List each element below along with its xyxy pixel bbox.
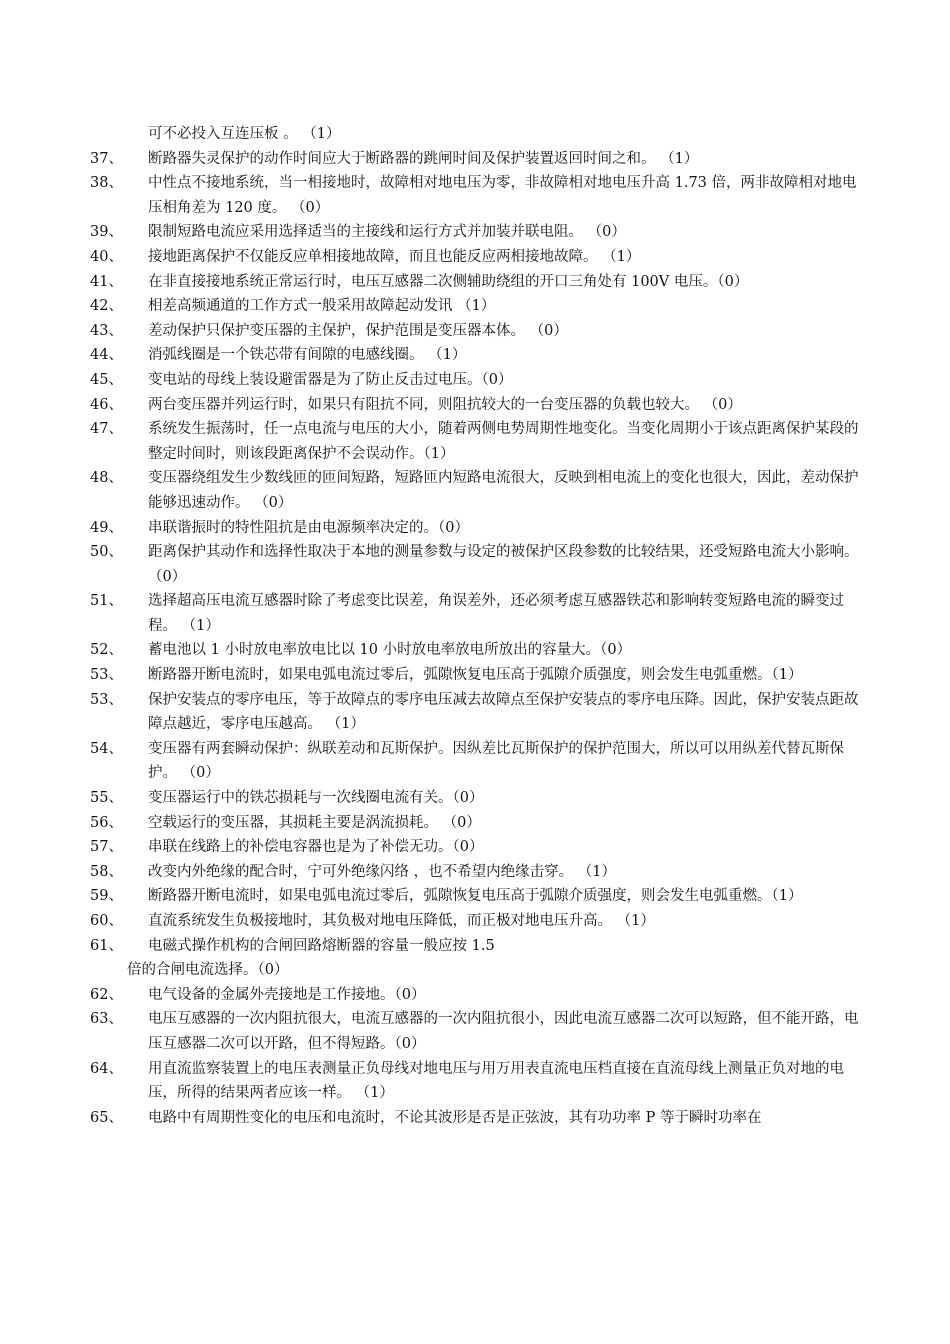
list-item [0, 638, 868, 663]
item-number: 43、 [90, 322, 123, 339]
list-item [0, 737, 868, 786]
list-item [0, 811, 868, 836]
list-item [0, 589, 868, 638]
list-item [0, 909, 868, 934]
item-text: 变压器运行中的铁芯损耗与一次线圈电流有关。（0） [148, 790, 484, 807]
item-number: 42、 [90, 298, 123, 315]
list-item [0, 540, 868, 589]
list-item-continuation [0, 958, 847, 983]
item-text: 串联在线路上的补偿电容器也是为了补偿无功。（0） [148, 839, 484, 856]
list-item [0, 934, 868, 959]
list-item [0, 835, 868, 860]
item-number: 60、 [90, 913, 123, 929]
item-text: 接地距离保护不仅能反应单相接地故障，而且也能反应两相接地故障。 （1） [148, 248, 641, 265]
item-number: 51、 [90, 593, 123, 610]
item-text: 电磁式操作机构的合闸回路熔断器的容量一般应按 1.5 [148, 937, 495, 954]
list-item [0, 516, 868, 541]
item-number: 65、 [90, 1109, 123, 1126]
list-item [0, 147, 868, 172]
list-item [0, 417, 868, 466]
item-number: 49、 [90, 519, 123, 536]
item-text: 距离保护其动作和选择性取决于本地的测量参数与设定的被保护区段参数的比较结果，还受短路电流大小影响。 （0） [148, 544, 859, 585]
item-number: 48、 [90, 470, 123, 487]
list-item [0, 1007, 868, 1056]
item-text: 系统发生振荡时，任一点电流与电压的大小，随着两侧电势周期性地变化。当变化周期小于该点距离保护某段的整定时间时，则该段距离保护不会误动作。（1） [148, 421, 859, 462]
item-text: 断路器开断电流时，如果电弧电流过零后，弧隙恢复电压高于弧隙介质强度，则会发生电弧重燃。（1） [148, 888, 803, 905]
list-item [0, 393, 868, 418]
item-text: 限制短路电流应采用选择适当的主接线和运行方式并加装并联电阻。 （0） [148, 224, 626, 241]
item-text: 可不必投入互连压板 。 （1） [148, 126, 341, 142]
list-item [0, 466, 868, 515]
item-text: 倍的合闸电流选择。（0） [127, 962, 289, 979]
item-text: 空载运行的变压器，其损耗主要是涡流损耗。 （0） [148, 814, 481, 831]
item-text: 变电站的母线上装设避雷器是为了防止反击过电压。（0） [148, 371, 513, 388]
list-item [0, 1106, 868, 1131]
item-number: 52、 [90, 642, 123, 659]
list-item [0, 786, 868, 811]
item-number: 56、 [90, 814, 123, 831]
item-text: 差动保护只保护变压器的主保护，保护范围是变压器本体。 （0） [148, 322, 568, 339]
item-text: 相差高频通道的工作方式一般采用故障起动发讯 （1） [148, 298, 496, 315]
list-item [0, 343, 868, 368]
list-item [0, 983, 868, 1008]
item-text: 断路器失灵保护的动作时间应大于断路器的跳闸时间及保护装置返回时间之和。 （1） [148, 150, 699, 167]
list-item [0, 319, 868, 344]
item-number: 46、 [90, 396, 123, 413]
item-text: 电气设备的金属外壳接地是工作接地。（0） [148, 986, 426, 1003]
item-text: 用直流监察装置上的电压表测量正负母线对地电压与用万用表直流电压档直接在直流母线上测量正负对地的电压，所得的结果两者应该一样。 （1） [148, 1060, 844, 1102]
item-number: 39、 [90, 224, 123, 241]
item-number: 59、 [90, 888, 123, 905]
list-item [0, 122, 868, 147]
list-item [0, 663, 868, 688]
item-text: 选择超高压电流互感器时除了考虑变比误差，角误差外，还必须考虑互感器铁芯和影响转变短路电流的瞬变过程。 （1） [148, 593, 844, 634]
item-number: 44、 [90, 347, 123, 364]
item-number: 57、 [90, 839, 123, 856]
item-text: 在非直接接地系统正常运行时，电压互感器二次侧辅助绕组的开口三角处有 100V 电压。（0） [148, 273, 749, 290]
item-number: 58、 [90, 863, 123, 880]
item-number: 55、 [90, 790, 123, 807]
item-number: 45、 [90, 371, 123, 388]
list-item [0, 294, 868, 319]
list-item [0, 884, 868, 909]
list-item [0, 368, 868, 393]
item-text: 两台变压器并列运行时，如果只有阻抗不同，则阻抗较大的一台变压器的负载也较大。 （0） [148, 396, 742, 413]
item-text: 变压器绕组发生少数线匝的匝间短路，短路匝内短路电流很大，反映到相电流上的变化也很大，因此，差动保护能够迅速动作。 （0） [148, 470, 859, 511]
list-item [0, 270, 868, 295]
document-body [0, 122, 950, 1130]
item-text: 串联谐振时的特性阻抗是由电源频率决定的。（0） [148, 519, 469, 536]
item-number: 41、 [90, 273, 123, 290]
item-text: 断路器开断电流时，如果电弧电流过零后，弧隙恢复电压高于弧隙介质强度，则会发生电弧重燃。（1） [148, 667, 803, 684]
item-number: 38、 [90, 175, 123, 192]
item-text: 直流系统发生负极接地时，其负极对地电压降低，而正极对地电压升高。 （1） [148, 913, 655, 929]
item-number: 47、 [90, 421, 123, 438]
item-text: 保护安装点的零序电压，等于故障点的零序电压减去故障点至保护安装点的零序电压降。因此，保护安装点距故障点越近，零序电压越高。 （1） [148, 691, 859, 733]
item-number: 37、 [90, 150, 123, 167]
item-number: 40、 [90, 248, 123, 265]
item-number: 50、 [90, 544, 123, 561]
item-text: 电路中有周期性变化的电压和电流时，不论其波形是否是正弦波，其有功功率 P 等于瞬时功率在 [148, 1109, 762, 1126]
item-text: 电压互感器的一次内阻抗很大，电流互感器的一次内阻抗很小，因此电流互感器二次可以短路，但不能开路，电压互感器二次可以开路，但不得短路。（0） [148, 1011, 859, 1052]
item-text: 中性点不接地系统，当一相接地时，故障相对地电压为零，非故障相对地电压升高 1.73 倍，两非故障相对地电压相角差为 120 度。 （0） [148, 175, 857, 216]
item-text: 蓄电池以 1 小时放电率放电比以 10 小时放电率放电所放出的容量大。（0） [148, 642, 632, 659]
item-text: 变压器有两套瞬动保护：纵联差动和瓦斯保护。因纵差比瓦斯保护的保护范围大，所以可以用纵差代替瓦斯保护。 （0） [148, 740, 844, 782]
list-item [0, 171, 868, 220]
list-item [0, 245, 868, 270]
item-text: 改变内外绝缘的配合时，宁可外绝缘闪络 ，也不希望内绝缘击穿。 （1） [148, 863, 616, 880]
list-item [0, 688, 868, 737]
list-item [0, 220, 868, 245]
item-number: 53、 [90, 667, 123, 684]
item-number: 61、 [90, 937, 123, 954]
list-item [0, 860, 868, 885]
item-number: 62、 [90, 986, 123, 1003]
item-text: 消弧线圈是一个铁芯带有间隙的电感线圈。 （1） [148, 347, 467, 364]
item-number: 63、 [90, 1011, 123, 1028]
item-number: 54、 [90, 740, 123, 757]
item-number: 53、 [90, 691, 123, 708]
list-item [0, 1057, 868, 1106]
item-number: 64、 [90, 1060, 123, 1077]
